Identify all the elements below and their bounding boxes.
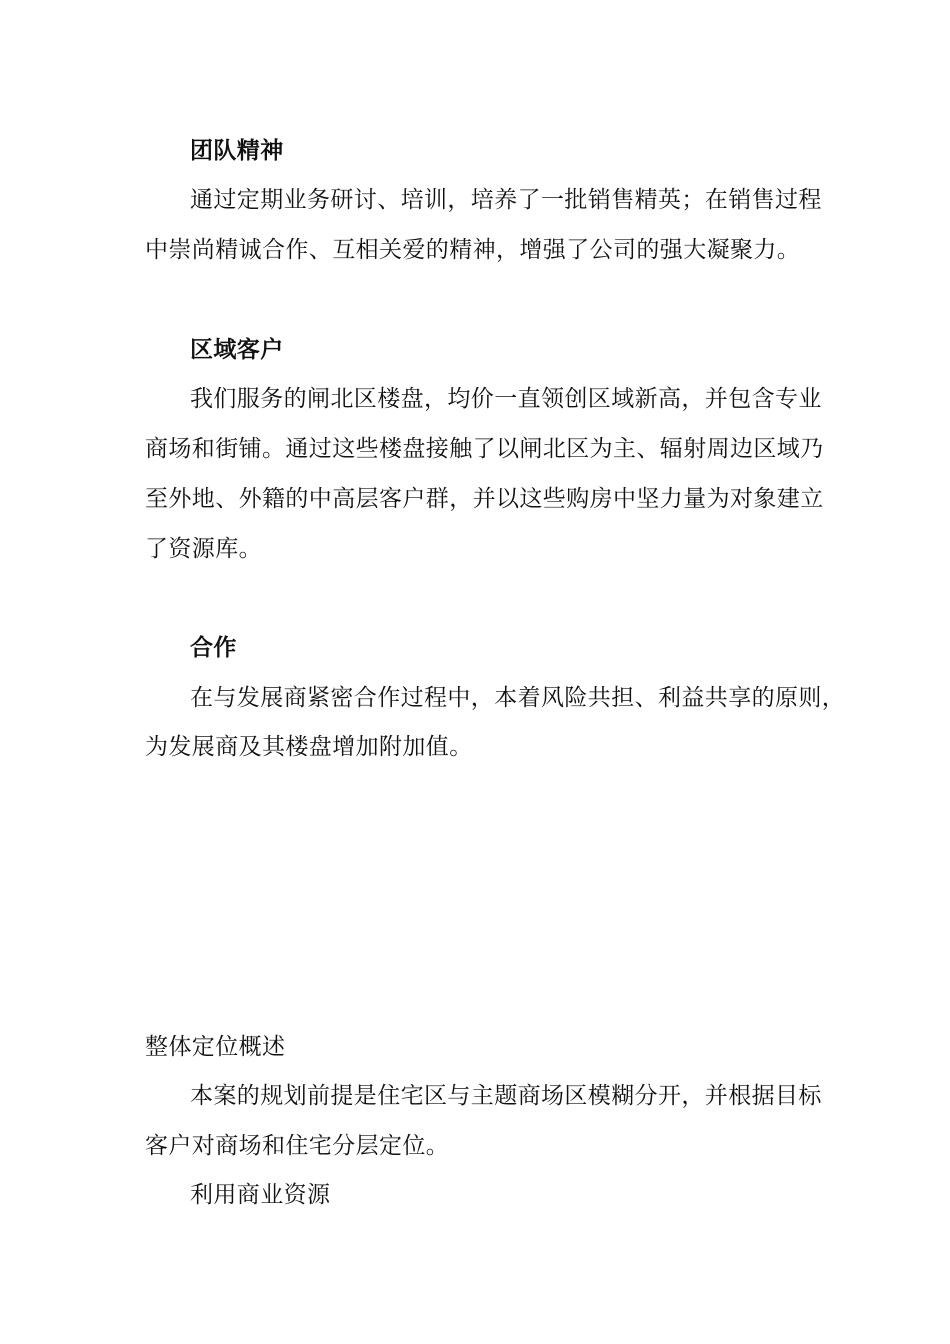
section-heading-regional-clients: 区域客户	[190, 336, 284, 363]
paragraph-line: 客户对商场和住宅分层定位。	[145, 1133, 450, 1159]
paragraph-line: 我们服务的闸北区楼盘，均价一直领创区域新高，并包含专业	[190, 386, 822, 412]
paragraph-line: 至外地、外籍的中高层客户群，并以这些购房中坚力量为对象建立	[145, 486, 824, 512]
paragraph-line: 本案的规划前提是住宅区与主题商场区模糊分开，并根据目标	[190, 1083, 822, 1109]
positioning-title: 整体定位概述	[145, 1034, 286, 1060]
paragraph-line: 中崇尚精诚合作、互相关爱的精神，增强了公司的强大凝聚力。	[145, 237, 801, 263]
section-heading-cooperation: 合作	[190, 634, 237, 661]
section-heading-team-spirit: 团队精神	[190, 137, 284, 164]
paragraph-line: 了资源库。	[145, 536, 262, 562]
paragraph-line: 通过定期业务研讨、培训，培养了一批销售精英；在销售过程	[190, 187, 822, 213]
paragraph-line: 为发展商及其楼盘增加附加值。	[145, 734, 473, 760]
positioning-sub-item: 利用商业资源	[190, 1182, 331, 1208]
paragraph-line: 商场和街铺。通过这些楼盘接触了以闸北区为主、辐射周边区域乃	[145, 436, 824, 462]
paragraph-line: 在与发展商紧密合作过程中，本着风险共担、利益共享的原则，	[190, 685, 846, 711]
